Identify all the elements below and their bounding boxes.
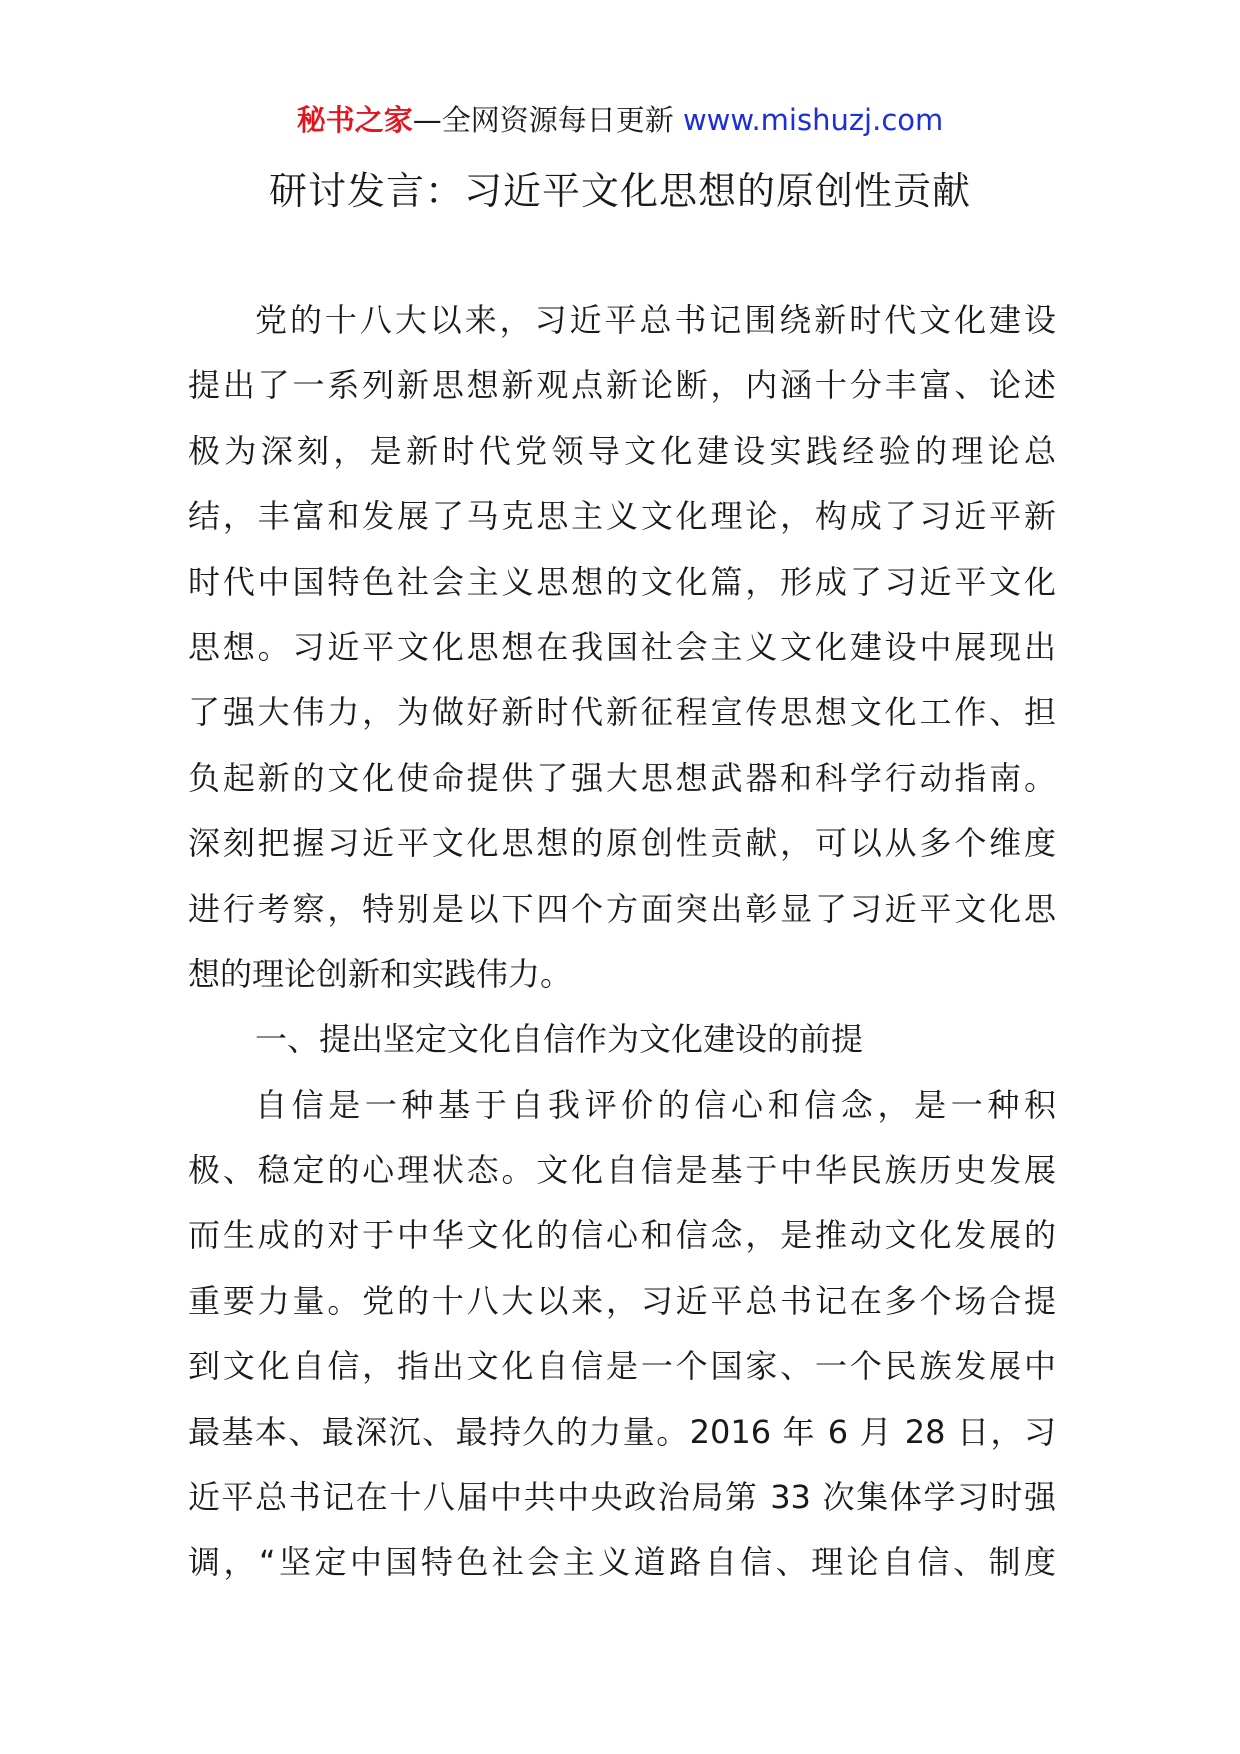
body-line: 提出了一系列新思想新观点新论断，内涵十分丰富、论述: [188, 366, 1056, 405]
body-line: 思想。习近平文化思想在我国社会主义文化建设中展现出: [188, 627, 1056, 666]
body-line: 极为深刻，是新时代党领导文化建设实践经验的理论总: [188, 431, 1056, 470]
document-title: 研讨发言：习近平文化思想的原创性贡献: [268, 169, 971, 213]
body-line: 自信是一种基于自我评价的信心和信念，是一种积: [255, 1085, 1056, 1124]
body-line: 了强大伟力，为做好新时代新征程宣传思想文化工作、担: [188, 693, 1056, 732]
body-line: 负起新的文化使命提供了强大思想武器和科学行动指南。: [188, 758, 1056, 797]
body-line: 到文化自信，指出文化自信是一个国家、一个民族发展中: [188, 1347, 1056, 1386]
site-url-link[interactable]: www.mishuzj.com: [682, 103, 944, 137]
body-line: 而生成的对于中华文化的信心和信念，是推动文化发展的: [188, 1216, 1056, 1255]
body-line: 进行考察，特别是以下四个方面突出彰显了习近平文化思: [188, 889, 1056, 928]
body-line: 结，丰富和发展了马克思主义文化理论，构成了习近平新: [188, 497, 1056, 536]
body-line: 想的理论创新和实践伟力。: [188, 954, 573, 993]
section-heading: 一、提出坚定文化自信作为文化建设的前提: [255, 1020, 864, 1059]
document-body: [188, 288, 1056, 1596]
body-line: 重要力量。党的十八大以来，习近平总书记在多个场合提: [188, 1281, 1056, 1320]
body-line: 极、稳定的心理状态。文化自信是基于中华民族历史发展: [188, 1151, 1056, 1190]
site-header: [0, 100, 1240, 140]
site-brand: 秘书之家: [296, 103, 413, 137]
site-tagline: —全网资源每日更新: [412, 103, 674, 137]
body-line: 深刻把握习近平文化思想的原创性贡献，可以从多个维度: [188, 824, 1056, 863]
body-line: 最基本、最深沉、最持久的力量。2016 年 6 月 28 日，习: [188, 1412, 1056, 1451]
body-line: 时代中国特色社会主义思想的文化篇，形成了习近平文化: [188, 562, 1056, 601]
body-line: 近平总书记在十八届中共中央政治局第 33 次集体学习时强: [188, 1478, 1056, 1517]
body-line: 调，“坚定中国特色社会主义道路自信、理论自信、制度: [188, 1543, 1056, 1582]
body-line: 党的十八大以来，习近平总书记围绕新时代文化建设: [255, 301, 1056, 339]
